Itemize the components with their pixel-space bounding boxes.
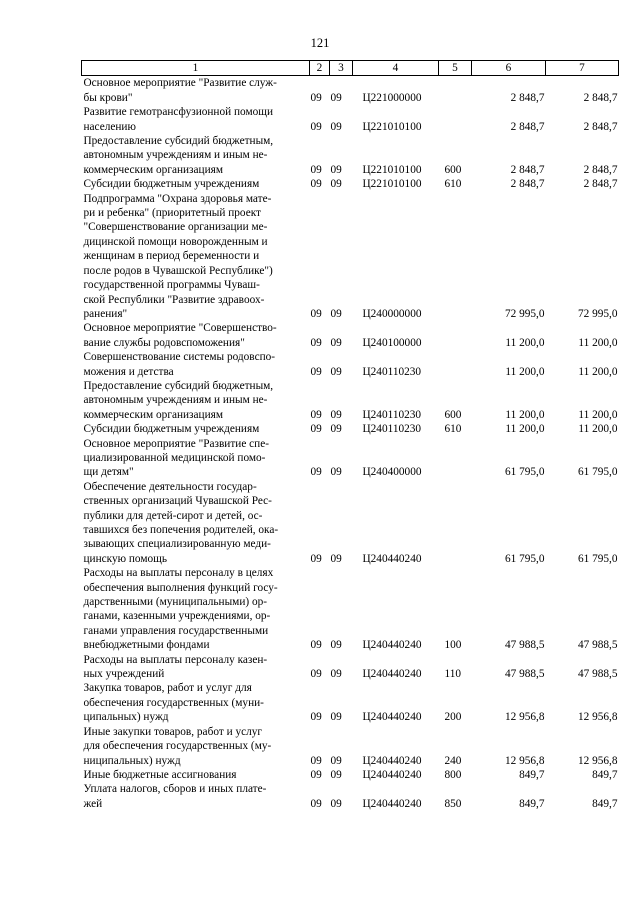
cell-c4: Ц221010100 <box>362 120 422 133</box>
cell-c5: 110 <box>444 668 462 681</box>
row-name-line: Иные бюджетные ассигнования <box>83 768 237 781</box>
row-name-line: бы крови" <box>83 91 133 104</box>
cell-c3: 09 <box>330 768 342 781</box>
table-row <box>82 350 619 379</box>
cell-c2: 09 <box>310 408 322 421</box>
page-number: 121 <box>310 36 330 50</box>
cell-c7: 849,7 <box>592 768 618 781</box>
row-name <box>82 76 310 105</box>
row-name-line: Основное мероприятие "Развитие служ- <box>83 77 277 90</box>
row-name-line: ных учреждений <box>83 668 165 681</box>
row-name <box>82 566 310 652</box>
cell-c2: 09 <box>310 120 322 133</box>
budget-table <box>81 60 619 811</box>
header-col-2: 2 <box>310 61 330 76</box>
cell-c6: 2 848,7 <box>510 91 545 104</box>
cell-c4: Ц240100000 <box>362 336 422 349</box>
cell-c5 <box>439 76 472 105</box>
table-row <box>82 681 619 724</box>
cell-c6: 12 956,8 <box>504 711 545 724</box>
cell-c5: 610 <box>444 178 462 191</box>
row-name-line: обеспечения выполнения функций госу- <box>83 581 278 594</box>
cell-c2: 09 <box>310 163 322 176</box>
row-name <box>82 725 310 768</box>
cell-c6: 11 200,0 <box>505 408 545 421</box>
cell-c3: 09 <box>330 307 342 320</box>
cell-c4: Ц240400000 <box>362 466 422 479</box>
row-name-line: жей <box>83 797 103 810</box>
row-name-line: внебюджетными фондами <box>83 639 210 652</box>
cell-c2: 09 <box>310 754 322 767</box>
cell-c7: 11 200,0 <box>578 365 618 378</box>
row-name-line: щи детям" <box>83 466 134 479</box>
table-row <box>82 437 619 480</box>
row-name-line: Уплата налогов, сборов и иных плате- <box>83 783 267 796</box>
cell-c3: 09 <box>330 668 342 681</box>
row-name-line: Расходы на выплаты персоналу казен- <box>83 653 268 666</box>
cell-c3: 09 <box>330 754 342 767</box>
row-name-line: зывающих специализированную меди- <box>83 538 271 551</box>
row-name-line: Основное мероприятие "Совершенство- <box>83 322 277 335</box>
header-col-7: 7 <box>546 61 619 76</box>
cell-c5: 240 <box>444 754 462 767</box>
cell-c4: Ц240440240 <box>362 639 422 652</box>
row-name-line: дицинской помощи новорожденным и <box>83 235 268 248</box>
row-name-line: Субсидии бюджетным учреждениям <box>83 423 260 436</box>
cell-c7: 11 200,0 <box>578 423 618 436</box>
cell-c7: 47 988,5 <box>577 639 618 652</box>
row-name-line: ципальных) нужд <box>83 711 169 724</box>
cell-c5: 800 <box>444 768 462 781</box>
cell-c4: Ц240110230 <box>362 423 422 436</box>
row-name-line: ской Республики "Развитие здравоох- <box>83 293 265 306</box>
cell-c5 <box>439 321 472 350</box>
cell-c5: 600 <box>444 163 462 176</box>
cell-c7: 47 988,5 <box>577 668 618 681</box>
row-name <box>82 192 310 322</box>
table-header-row <box>82 61 619 76</box>
row-name-line: ри и ребенка" (приоритетный проект <box>83 207 261 220</box>
row-name-line: после родов в Чувашской Республике") <box>83 264 273 277</box>
header-col-4: 4 <box>353 61 439 76</box>
cell-c5 <box>439 105 472 134</box>
row-name <box>82 105 310 134</box>
row-name-line: вание службы родовспоможения" <box>83 336 245 349</box>
cell-c6: 12 956,8 <box>504 754 545 767</box>
cell-c7: 11 200,0 <box>578 336 618 349</box>
cell-c4: Ц221000000 <box>362 91 422 104</box>
row-name-line: коммерческим организациям <box>83 163 223 176</box>
row-name-line: населению <box>83 120 136 133</box>
cell-c3: 09 <box>330 552 342 565</box>
cell-c2: 09 <box>310 307 322 320</box>
table-row <box>82 192 619 322</box>
cell-c4: Ц221010100 <box>362 178 422 191</box>
cell-c7: 72 995,0 <box>577 307 618 320</box>
row-name-line: ганами, казенными учреждениями, ор- <box>83 610 271 623</box>
cell-c6: 2 848,7 <box>510 120 545 133</box>
cell-c7: 849,7 <box>592 797 618 810</box>
row-name-line: дарственными (муниципальными) ор- <box>83 596 268 609</box>
header-col-6: 6 <box>472 61 546 76</box>
cell-c7: 2 848,7 <box>583 91 618 104</box>
cell-c2: 09 <box>310 668 322 681</box>
cell-c2: 09 <box>310 711 322 724</box>
cell-c6: 61 795,0 <box>504 466 545 479</box>
cell-c5: 600 <box>444 408 462 421</box>
row-name-line: Расходы на выплаты персоналу в целях <box>83 567 274 580</box>
table-row <box>82 134 619 177</box>
row-name-line: ранения" <box>83 307 128 320</box>
row-name <box>82 653 310 682</box>
table-row <box>82 725 619 768</box>
row-name <box>82 321 310 350</box>
cell-c3: 09 <box>330 91 342 104</box>
row-name <box>82 350 310 379</box>
row-name-line: Обеспечение деятельности государ- <box>83 480 257 493</box>
cell-c2: 09 <box>310 797 322 810</box>
cell-c2: 09 <box>310 552 322 565</box>
cell-c6: 72 995,0 <box>504 307 545 320</box>
cell-c5 <box>439 437 472 480</box>
cell-c3: 09 <box>330 365 342 378</box>
cell-c4: Ц240110230 <box>362 408 422 421</box>
cell-c6: 11 200,0 <box>505 336 545 349</box>
cell-c2: 09 <box>310 639 322 652</box>
row-name-line: "Совершенствование организации ме- <box>83 221 268 234</box>
row-name <box>82 134 310 177</box>
cell-c6: 47 988,5 <box>504 668 545 681</box>
cell-c5: 850 <box>444 797 462 810</box>
cell-c5: 100 <box>444 639 462 652</box>
header-col-3: 3 <box>330 61 353 76</box>
row-name-line: обеспечения государственных (муни- <box>83 696 264 709</box>
row-name-line: ственных организаций Чувашской Рес- <box>83 495 272 508</box>
cell-c3: 09 <box>330 178 342 191</box>
row-name-line: цинскую помощь <box>83 552 168 565</box>
cell-c3: 09 <box>330 711 342 724</box>
row-name-line: Основное мероприятие "Развитие спе- <box>83 437 269 450</box>
row-name <box>82 480 310 566</box>
cell-c3: 09 <box>330 466 342 479</box>
row-name-line: Подпрограмма "Охрана здоровья мате- <box>83 192 272 205</box>
cell-c2: 09 <box>310 91 322 104</box>
row-name <box>82 782 310 811</box>
row-name-line: государственной программы Чуваш- <box>83 279 260 292</box>
cell-c6: 11 200,0 <box>505 423 545 436</box>
cell-c7: 61 795,0 <box>577 466 618 479</box>
cell-c3: 09 <box>330 639 342 652</box>
row-name <box>82 437 310 480</box>
cell-c4: Ц240440240 <box>362 552 422 565</box>
row-name-line: женщинам в период беременности и <box>83 250 260 263</box>
cell-c5 <box>439 480 472 566</box>
cell-c7: 12 956,8 <box>577 711 618 724</box>
cell-c6: 849,7 <box>519 797 545 810</box>
row-name-line: для обеспечения государственных (му- <box>83 740 272 753</box>
cell-c5 <box>439 350 472 379</box>
table-row <box>82 177 619 191</box>
row-name-line: коммерческим организациям <box>83 408 223 421</box>
cell-c2: 09 <box>310 768 322 781</box>
row-name-line: ниципальных) нужд <box>83 754 181 767</box>
cell-c6: 849,7 <box>519 768 545 781</box>
row-name-line: Совершенствование системы родовспо- <box>83 351 276 364</box>
cell-c2: 09 <box>310 423 322 436</box>
cell-c5 <box>439 192 472 322</box>
cell-c4: Ц221010100 <box>362 163 422 176</box>
cell-c6: 2 848,7 <box>510 163 545 176</box>
row-name-line: автономным учреждениям и иным не- <box>83 394 268 407</box>
row-name-line: Предоставление субсидий бюджетным, <box>83 379 274 392</box>
table-row <box>82 76 619 105</box>
cell-c4: Ц240440240 <box>362 768 422 781</box>
cell-c4: Ц240440240 <box>362 754 422 767</box>
cell-c6: 47 988,5 <box>504 639 545 652</box>
cell-c3: 09 <box>330 408 342 421</box>
cell-c7: 61 795,0 <box>577 552 618 565</box>
cell-c2: 09 <box>310 336 322 349</box>
cell-c2: 09 <box>310 466 322 479</box>
table-row <box>82 379 619 422</box>
cell-c6: 61 795,0 <box>504 552 545 565</box>
row-name-line: Развитие гемотрансфузионной помощи <box>83 106 274 119</box>
cell-c4: Ц240440240 <box>362 668 422 681</box>
cell-c3: 09 <box>330 120 342 133</box>
cell-c4: Ц240110230 <box>362 365 422 378</box>
cell-c3: 09 <box>330 423 342 436</box>
cell-c7: 2 848,7 <box>583 178 618 191</box>
row-name <box>82 422 310 436</box>
cell-c7: 2 848,7 <box>583 120 618 133</box>
row-name-line: автономным учреждениям и иным не- <box>83 149 268 162</box>
row-name-line: тавшихся без попечения родителей, ока- <box>83 524 279 536</box>
row-name <box>82 768 310 782</box>
header-col-1: 1 <box>82 61 310 76</box>
table-row <box>82 768 619 782</box>
table-body <box>82 76 619 811</box>
header-col-5: 5 <box>439 61 472 76</box>
cell-c6: 2 848,7 <box>510 178 545 191</box>
cell-c2: 09 <box>310 365 322 378</box>
table-row <box>82 653 619 682</box>
row-name <box>82 681 310 724</box>
cell-c7: 12 956,8 <box>577 754 618 767</box>
row-name <box>82 177 310 191</box>
cell-c3: 09 <box>330 336 342 349</box>
table-row <box>82 105 619 134</box>
table-row <box>82 321 619 350</box>
cell-c5: 610 <box>444 423 462 436</box>
table-row <box>82 422 619 436</box>
row-name-line: публики для детей-сирот и детей, ос- <box>83 509 263 522</box>
row-name-line: ганами управления государственными <box>83 624 269 637</box>
cell-c4: Ц240000000 <box>362 307 422 320</box>
row-name-line: Субсидии бюджетным учреждениям <box>83 178 260 191</box>
row-name-line: Предоставление субсидий бюджетным, <box>83 135 274 148</box>
cell-c4: Ц240440240 <box>362 711 422 724</box>
table-row <box>82 566 619 652</box>
row-name-line: можения и детства <box>83 365 174 378</box>
cell-c4: Ц240440240 <box>362 797 422 810</box>
cell-c7: 2 848,7 <box>583 163 618 176</box>
cell-c3: 09 <box>330 797 342 810</box>
cell-c2: 09 <box>310 178 322 191</box>
row-name-line: Закупка товаров, работ и услуг для <box>83 682 252 695</box>
table-row <box>82 480 619 566</box>
table-row <box>82 782 619 811</box>
row-name <box>82 379 310 422</box>
row-name-line: циализированной медицинской помо- <box>83 451 266 464</box>
cell-c6: 11 200,0 <box>505 365 545 378</box>
row-name-line: Иные закупки товаров, работ и услуг <box>83 725 263 738</box>
cell-c5: 200 <box>444 711 462 724</box>
cell-c3: 09 <box>330 163 342 176</box>
cell-c7: 11 200,0 <box>578 408 618 421</box>
